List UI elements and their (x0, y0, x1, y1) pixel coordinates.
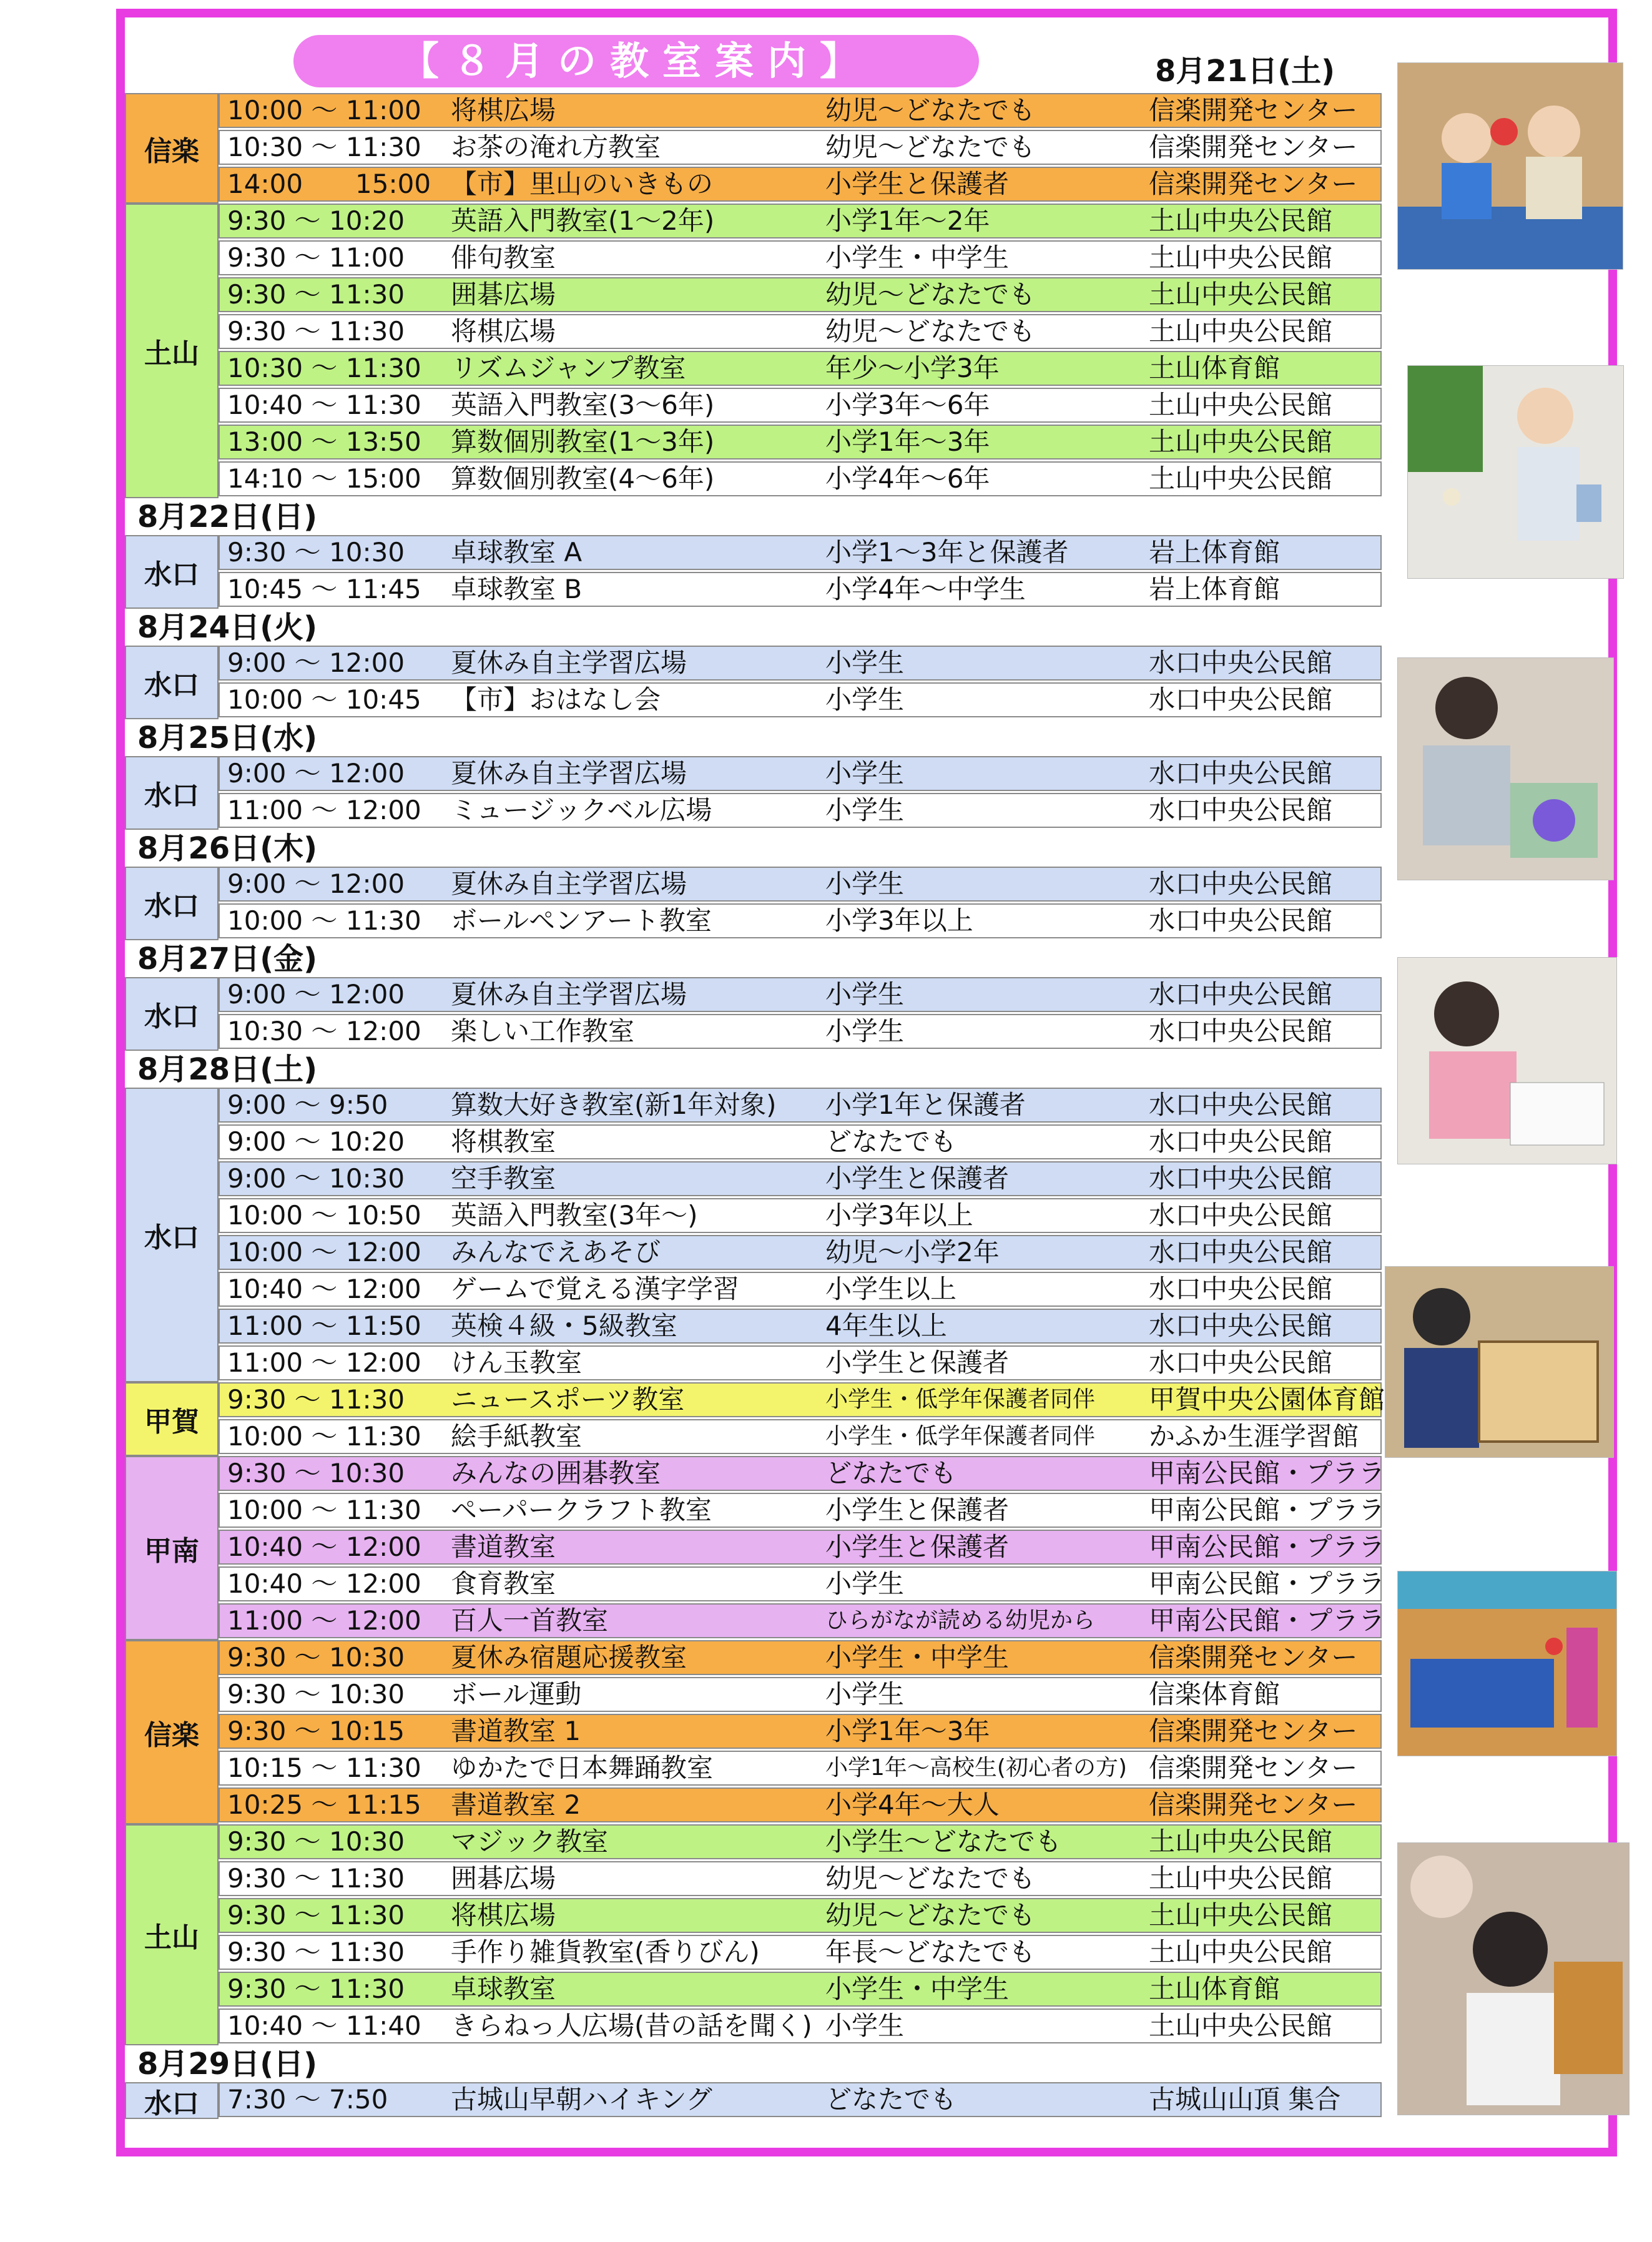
venue-cell: 土山中央公民館 (1149, 242, 1333, 273)
title-cell: 百人一首教室 (451, 1605, 609, 1636)
venue-cell: 土山中央公民館 (1149, 390, 1333, 420)
time-cell: 9:30 ～ 10:30 (227, 1458, 405, 1488)
title-cell: 囲碁広場 (451, 279, 556, 310)
time-cell: 14:00 15:00 (227, 169, 431, 199)
target-cell: 幼児～小学2年 (825, 1237, 1000, 1267)
time-cell: 10:45 ～ 11:45 (227, 574, 421, 604)
title-cell: ボール運動 (451, 1679, 582, 1709)
time-cell: 9:30 ～ 11:30 (227, 279, 405, 310)
time-cell: 9:00 ～ 12:00 (227, 647, 405, 678)
venue-cell: 甲南公民館・プララ (1149, 1458, 1385, 1488)
title-cell: 卓球教室 B (451, 574, 583, 604)
schedule-row (219, 351, 1382, 386)
schedule-row (219, 1640, 1382, 1675)
venue-cell: 土山中央公民館 (1149, 205, 1333, 236)
location-label: 水口 (125, 535, 219, 609)
venue-cell: 水口中央公民館 (1149, 647, 1333, 678)
venue-cell: 水口中央公民館 (1149, 979, 1333, 1010)
venue-cell: 水口中央公民館 (1149, 758, 1333, 789)
title-cell: 将棋広場 (451, 95, 556, 125)
title-cell: 英検４級・5級教室 (451, 1310, 677, 1341)
location-label: 信楽 (125, 1640, 219, 1824)
venue-cell: かふか生涯学習館 (1149, 1421, 1359, 1452)
title-cell: マジック教室 (451, 1826, 609, 1857)
time-cell: 10:00 ～ 11:30 (227, 1495, 421, 1525)
target-cell: 小学4年～中学生 (825, 574, 1026, 604)
title-cell: 手作り雑貨教室(香りびん) (451, 1937, 760, 1967)
schedule-row (219, 1714, 1382, 1749)
time-cell: 10:40 ～ 12:00 (227, 1532, 421, 1562)
target-cell: 小学3年以上 (825, 905, 973, 936)
photo-ball-sports (1397, 1571, 1617, 1756)
venue-cell: 岩上体育館 (1149, 574, 1281, 604)
target-cell: 小学生・中学生 (825, 242, 1010, 273)
time-cell: 9:00 ～ 9:50 (227, 1089, 388, 1120)
schedule-row (219, 2082, 1382, 2117)
venue-cell: 甲南公民館・プララ (1149, 1605, 1385, 1636)
target-cell: 小学生・中学生 (825, 1642, 1010, 1673)
target-cell: 小学生・低学年保護者同伴 (825, 1423, 1096, 1449)
location-label: 土山 (125, 204, 219, 498)
title-cell: 将棋広場 (451, 316, 556, 347)
target-cell: 小学1年～3年 (825, 1716, 990, 1746)
title-cell: けん玉教室 (451, 1347, 583, 1378)
schedule-row (219, 1272, 1382, 1307)
schedule-row (219, 756, 1382, 791)
date-heading: 8月27日(金) (137, 942, 318, 976)
venue-cell: 水口中央公民館 (1149, 1089, 1333, 1120)
location-label: 水口 (125, 756, 219, 830)
time-cell: 10:00 ～ 10:45 (227, 684, 421, 715)
venue-cell: 土山体育館 (1149, 1974, 1281, 2004)
schedule-row (219, 977, 1382, 1012)
time-cell: 9:30 ～ 10:15 (227, 1716, 405, 1746)
venue-cell: 甲南公民館・プララ (1149, 1532, 1385, 1562)
schedule-row (219, 240, 1382, 275)
venue-cell: 水口中央公民館 (1149, 1200, 1333, 1231)
time-cell: 10:30 ～ 11:30 (227, 132, 421, 162)
target-cell: 小学生～どなたでも (825, 1826, 1062, 1857)
title-cell: 卓球教室 (451, 1974, 556, 2004)
venue-cell: 水口中央公民館 (1149, 1016, 1333, 1046)
venue-cell: 甲南公民館・プララ (1149, 1495, 1385, 1525)
venue-cell: 土山中央公民館 (1149, 1900, 1333, 1930)
schedule-row (219, 1493, 1385, 1528)
title-cell: 俳句教室 (451, 242, 556, 273)
target-cell: 小学生と保護者 (825, 1532, 1010, 1562)
venue-cell: 水口中央公民館 (1149, 1126, 1333, 1157)
time-cell: 11:00 ～ 11:50 (227, 1310, 421, 1341)
date-heading: 8月21日(土) (1155, 54, 1335, 89)
schedule-row (219, 1861, 1382, 1896)
time-cell: 9:30 ～ 11:30 (227, 1900, 405, 1930)
page-title: 【８月の教室案内】 (293, 35, 979, 87)
title-cell: 空手教室 (451, 1163, 556, 1194)
time-cell: 10:40 ～ 12:00 (227, 1274, 421, 1304)
schedule-row (219, 1824, 1382, 1859)
time-cell: 9:00 ～ 10:20 (227, 1126, 405, 1157)
target-cell: 幼児～どなたでも (825, 1863, 1036, 1894)
time-cell: 9:30 ～ 11:30 (227, 1384, 405, 1415)
target-cell: 小学生 (825, 1568, 905, 1599)
venue-cell: 信楽開発センター (1149, 169, 1358, 199)
venue-cell: 水口中央公民館 (1149, 1347, 1333, 1378)
title-cell: 卓球教室 A (451, 537, 583, 568)
schedule-row (219, 1530, 1385, 1565)
time-cell: 9:30 ～ 11:30 (227, 316, 405, 347)
schedule-row (219, 93, 1382, 128)
target-cell: 小学生 (825, 684, 905, 715)
time-cell: 13:00 ～ 13:50 (227, 426, 421, 457)
target-cell: 小学生と保護者 (825, 1495, 1010, 1525)
target-cell: 小学生 (825, 758, 905, 789)
schedule-row (219, 461, 1382, 496)
time-cell: 9:30 ～ 10:20 (227, 205, 405, 236)
time-cell: 9:30 ～ 11:00 (227, 242, 405, 273)
schedule-row (219, 1898, 1382, 1933)
photo-boy-shogi (1385, 1266, 1614, 1458)
venue-cell: 水口中央公民館 (1149, 905, 1333, 936)
time-cell: 9:00 ～ 12:00 (227, 868, 405, 899)
target-cell: 幼児～どなたでも (825, 95, 1036, 125)
date-heading: 8月28日(土) (137, 1052, 318, 1087)
schedule-row (219, 1161, 1382, 1196)
title-cell: ボールペンアート教室 (451, 905, 712, 936)
venue-cell: 土山中央公民館 (1149, 1937, 1333, 1967)
schedule-row (219, 1751, 1382, 1786)
photo-girl-writing (1397, 957, 1617, 1164)
location-label: 水口 (125, 1088, 219, 1382)
location-label: 土山 (125, 1824, 219, 2045)
venue-cell: 信楽開発センター (1149, 1716, 1358, 1746)
schedule-row (219, 2008, 1382, 2043)
target-cell: 小学1年～高校生(初心者の方) (825, 1755, 1127, 1781)
title-cell: ゲームで覚える漢字学習 (451, 1274, 740, 1304)
title-cell: 囲碁広場 (451, 1863, 556, 1894)
photo-table-tennis-kids (1397, 62, 1623, 270)
time-cell: 11:00 ～ 12:00 (227, 1605, 421, 1636)
target-cell: 小学生・中学生 (825, 1974, 1010, 2004)
schedule-row (219, 646, 1382, 681)
target-cell: 年少～小学3年 (825, 353, 1000, 383)
time-cell: 10:40 ～ 11:30 (227, 390, 421, 420)
venue-cell: 水口中央公民館 (1149, 684, 1333, 715)
time-cell: 7:30 ～ 7:50 (227, 2084, 388, 2115)
location-label: 水口 (125, 977, 219, 1051)
time-cell: 10:00 ～ 11:00 (227, 95, 421, 125)
schedule-row (219, 1235, 1382, 1270)
venue-cell: 甲南公民館・プララ (1149, 1568, 1385, 1599)
target-cell: 4年生以上 (825, 1310, 947, 1341)
venue-cell: 信楽開発センター (1149, 95, 1358, 125)
title-cell: ニュースポーツ教室 (451, 1384, 685, 1415)
title-cell: 絵手紙教室 (451, 1421, 583, 1452)
title-cell: 夏休み宿題応援教室 (451, 1642, 687, 1673)
time-cell: 10:25 ～ 11:15 (227, 1789, 421, 1820)
schedule-row (219, 277, 1382, 312)
location-label: 水口 (125, 646, 219, 719)
schedule-row (219, 1014, 1382, 1049)
target-cell: 幼児～どなたでも (825, 1900, 1036, 1930)
target-cell: ひらがなが読める幼児から (825, 1608, 1096, 1633)
schedule-row (219, 1088, 1382, 1123)
venue-cell: 土山中央公民館 (1149, 2010, 1333, 2041)
title-cell: 算数大好き教室(新1年対象) (451, 1089, 777, 1120)
venue-cell: 土山中央公民館 (1149, 1826, 1333, 1857)
venue-cell: 土山体育館 (1149, 353, 1281, 383)
date-heading: 8月24日(火) (137, 610, 318, 645)
photo-girl-craft (1397, 657, 1614, 880)
time-cell: 10:30 ～ 12:00 (227, 1016, 421, 1046)
venue-cell: 土山中央公民館 (1149, 279, 1333, 310)
title-cell: みんなの囲碁教室 (451, 1458, 661, 1488)
time-cell: 11:00 ～ 12:00 (227, 1347, 421, 1378)
title-cell: ペーパークラフト教室 (451, 1495, 712, 1525)
schedule-row (219, 1419, 1382, 1454)
schedule-row (219, 1198, 1382, 1233)
photo-girl-kendama (1397, 1842, 1630, 2115)
venue-cell: 信楽開発センター (1149, 1753, 1358, 1783)
venue-cell: 水口中央公民館 (1149, 868, 1333, 899)
schedule-row (219, 535, 1382, 570)
title-cell: 古城山早朝ハイキング (451, 2084, 712, 2115)
title-cell: 英語入門教室(3～6年) (451, 390, 715, 420)
location-label: 甲南 (125, 1456, 219, 1640)
venue-cell: 岩上体育館 (1149, 537, 1281, 568)
target-cell: 小学1～3年と保護者 (825, 537, 1069, 568)
schedule-row (219, 1972, 1382, 2007)
time-cell: 9:30 ～ 11:30 (227, 1863, 405, 1894)
time-cell: 10:00 ～ 12:00 (227, 1237, 421, 1267)
title-cell: 食育教室 (451, 1568, 556, 1599)
time-cell: 10:15 ～ 11:30 (227, 1753, 421, 1783)
schedule-row (219, 425, 1382, 460)
title-cell: 夏休み自主学習広場 (451, 868, 687, 899)
schedule-row (219, 1309, 1382, 1344)
target-cell: 幼児～どなたでも (825, 279, 1036, 310)
schedule-row (219, 1787, 1382, 1822)
venue-cell: 信楽開発センター (1149, 1642, 1358, 1673)
target-cell: 小学3年以上 (825, 1200, 973, 1231)
title-cell: 【市】おはなし会 (451, 684, 661, 715)
title-cell: リズムジャンプ教室 (451, 353, 686, 383)
schedule-row (219, 167, 1382, 202)
time-cell: 10:00 ～ 11:30 (227, 905, 421, 936)
schedule-row (219, 388, 1382, 423)
schedule-row (219, 1382, 1385, 1417)
venue-cell: 古城山山頂 集合 (1149, 2084, 1341, 2115)
venue-cell: 信楽開発センター (1149, 1789, 1358, 1820)
title-cell: きらねっ人広場(昔の話を聞く) (451, 2010, 812, 2041)
target-cell: 小学生と保護者 (825, 1347, 1010, 1378)
title-cell: 算数個別教室(4～6年) (451, 463, 715, 494)
title-cell: 書道教室 1 (451, 1716, 581, 1746)
time-cell: 9:00 ～ 10:30 (227, 1163, 405, 1194)
target-cell: どなたでも (825, 1458, 957, 1488)
photo-boy-ball (1407, 365, 1624, 579)
venue-cell: 土山中央公民館 (1149, 1863, 1333, 1894)
target-cell: 幼児～どなたでも (825, 316, 1036, 347)
target-cell: 小学生 (825, 2010, 905, 2041)
time-cell: 10:30 ～ 11:30 (227, 353, 421, 383)
time-cell: 9:30 ～ 10:30 (227, 1826, 405, 1857)
target-cell: どなたでも (825, 1126, 957, 1157)
date-heading: 8月29日(日) (137, 2047, 318, 2082)
target-cell: 小学生 (825, 868, 905, 899)
title-cell: ゆかたで日本舞踊教室 (451, 1753, 714, 1783)
target-cell: 小学1年～2年 (825, 205, 990, 236)
schedule-row (219, 130, 1382, 165)
title-cell: 将棋広場 (451, 1900, 556, 1930)
target-cell: 小学生 (825, 795, 905, 825)
target-cell: 小学生 (825, 1016, 905, 1046)
target-cell: 年長～どなたでも (825, 1937, 1036, 1967)
target-cell: 小学生・低学年保護者同伴 (825, 1387, 1096, 1412)
title-cell: 夏休み自主学習広場 (451, 979, 687, 1010)
location-label: 甲賀 (125, 1382, 219, 1456)
target-cell: 小学1年～3年 (825, 426, 990, 457)
title-cell: 英語入門教室(1～2年) (451, 205, 715, 236)
time-cell: 11:00 ～ 12:00 (227, 795, 421, 825)
venue-cell: 土山中央公民館 (1149, 316, 1333, 347)
title-cell: 夏休み自主学習広場 (451, 758, 687, 789)
schedule-row (219, 572, 1382, 607)
time-cell: 9:30 ～ 11:30 (227, 1974, 405, 2004)
target-cell: 小学生 (825, 1679, 905, 1709)
time-cell: 9:30 ～ 10:30 (227, 537, 405, 568)
time-cell: 9:30 ～ 10:30 (227, 1679, 405, 1709)
schedule-row (219, 1456, 1385, 1491)
title-cell: 書道教室 2 (451, 1789, 581, 1820)
venue-cell: 水口中央公民館 (1149, 795, 1333, 825)
title-cell: 夏休み自主学習広場 (451, 647, 687, 678)
title-cell: 将棋教室 (451, 1126, 556, 1157)
schedule-row (219, 1345, 1382, 1380)
target-cell: 小学生と保護者 (825, 169, 1010, 199)
title-cell: 【市】里山のいきもの (451, 169, 714, 199)
schedule-row (219, 204, 1382, 238)
title-cell: 書道教室 (451, 1532, 556, 1562)
title-cell: 英語入門教室(3年～) (451, 1200, 698, 1231)
schedule-row (219, 903, 1382, 938)
schedule-row (219, 682, 1382, 717)
target-cell: 小学生 (825, 979, 905, 1010)
time-cell: 10:00 ～ 10:50 (227, 1200, 421, 1231)
schedule-row (219, 867, 1382, 902)
venue-cell: 水口中央公民館 (1149, 1310, 1333, 1341)
time-cell: 10:40 ～ 12:00 (227, 1568, 421, 1599)
target-cell: 幼児～どなたでも (825, 132, 1036, 162)
venue-cell: 水口中央公民館 (1149, 1163, 1333, 1194)
venue-cell: 甲賀中央公園体育館 (1149, 1384, 1385, 1415)
target-cell: 小学3年～6年 (825, 390, 990, 420)
time-cell: 14:10 ～ 15:00 (227, 463, 421, 494)
location-label: 水口 (125, 867, 219, 940)
target-cell: どなたでも (825, 2084, 957, 2115)
schedule-row (219, 1677, 1382, 1712)
target-cell: 小学4年～6年 (825, 463, 990, 494)
date-heading: 8月26日(木) (137, 831, 318, 866)
venue-cell: 土山中央公民館 (1149, 463, 1333, 494)
schedule-row (219, 314, 1382, 349)
venue-cell: 土山中央公民館 (1149, 426, 1333, 457)
target-cell: 小学生 (825, 647, 905, 678)
venue-cell: 水口中央公民館 (1149, 1274, 1333, 1304)
schedule-row (219, 1124, 1382, 1159)
venue-cell: 信楽開発センター (1149, 132, 1358, 162)
target-cell: 小学生と保護者 (825, 1163, 1010, 1194)
target-cell: 小学1年と保護者 (825, 1089, 1026, 1120)
title-cell: 算数個別教室(1～3年) (451, 426, 715, 457)
schedule-row (219, 1603, 1385, 1638)
venue-cell: 信楽体育館 (1149, 1679, 1281, 1709)
time-cell: 9:30 ～ 10:30 (227, 1642, 405, 1673)
location-label: 信楽 (125, 93, 219, 204)
title-cell: 楽しい工作教室 (451, 1016, 635, 1046)
venue-cell: 水口中央公民館 (1149, 1237, 1333, 1267)
date-heading: 8月25日(水) (137, 720, 318, 755)
title-cell: ミュージックベル広場 (451, 795, 712, 825)
location-label: 水口 (125, 2082, 219, 2119)
schedule-row (219, 1566, 1385, 1601)
title-cell: みんなでえあそび (451, 1237, 661, 1267)
target-cell: 小学4年～大人 (825, 1789, 1000, 1820)
target-cell: 小学生以上 (825, 1274, 957, 1304)
time-cell: 10:40 ～ 11:40 (227, 2010, 421, 2041)
time-cell: 9:00 ～ 12:00 (227, 979, 405, 1010)
title-cell: お茶の淹れ方教室 (451, 132, 661, 162)
schedule-row (219, 1935, 1382, 1970)
schedule-row (219, 793, 1382, 828)
time-cell: 10:00 ～ 11:30 (227, 1421, 421, 1452)
time-cell: 9:30 ～ 11:30 (227, 1937, 405, 1967)
date-heading: 8月22日(日) (137, 499, 318, 534)
time-cell: 9:00 ～ 12:00 (227, 758, 405, 789)
